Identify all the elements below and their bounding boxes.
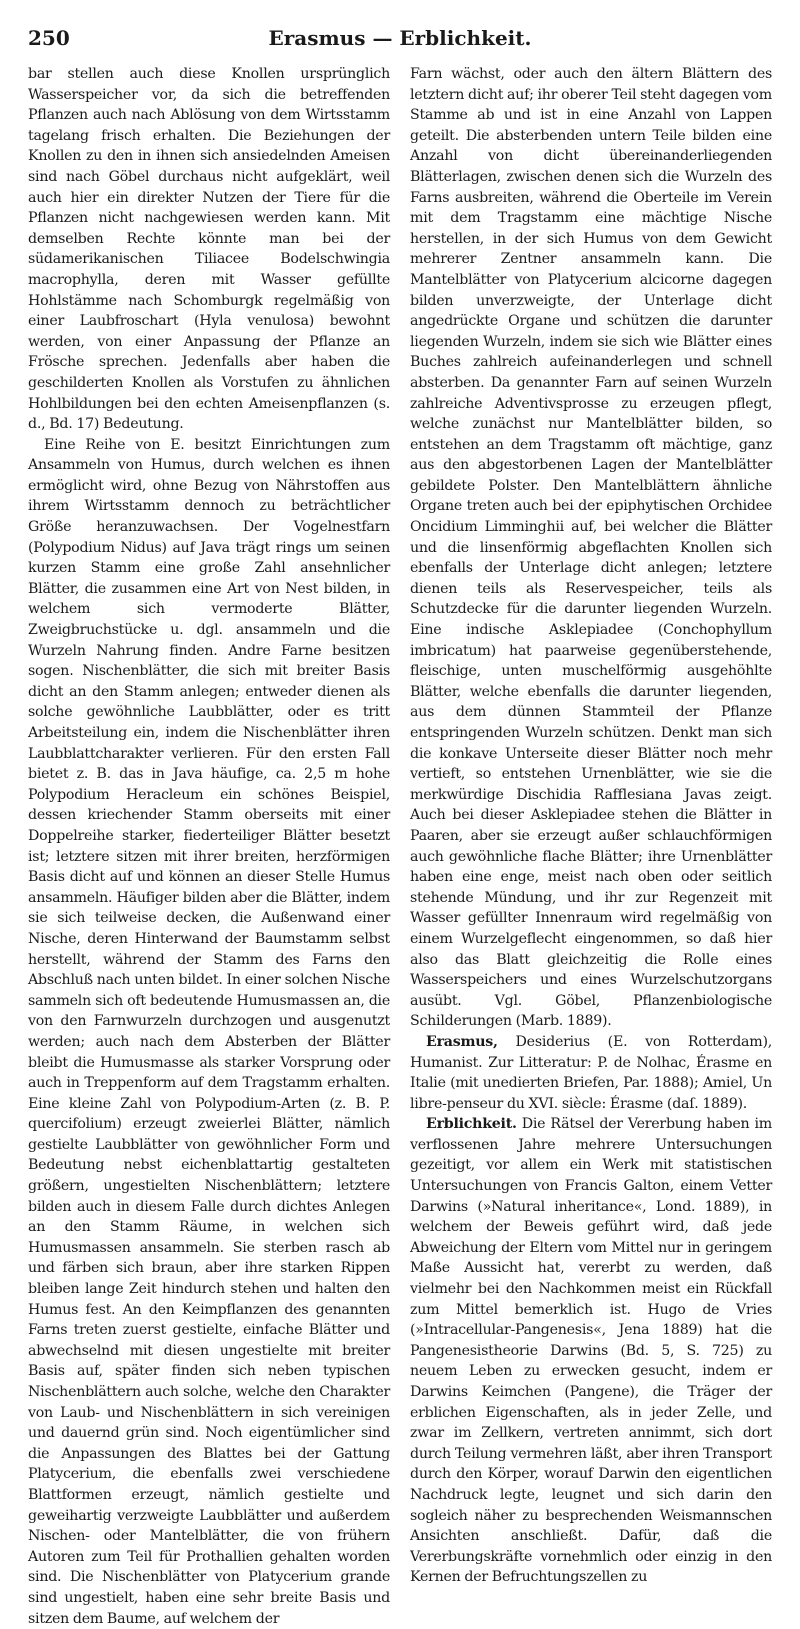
left-column <box>28 64 390 1629</box>
right-column <box>410 64 772 1588</box>
page-number: 250 <box>28 26 70 50</box>
entry-headword: Erasmus, <box>426 1033 498 1050</box>
entry-erasmus <box>410 1032 772 1114</box>
running-title: Erasmus — Erblichkeit. <box>268 26 532 50</box>
paragraph-humus: Eine Reihe von E. besitzt Einrichtungen zum Ansammeln von Humus, durch welchen es ihnen ermöglicht wird, ohne Bezug von Nährstoffen aus ihrem Wirtsstamm dennoch zu beträchtlicher Größe heranzuwachsen. Der Vogelnestfarn (Polypodium Nidus) auf Java trägt rings um seinen kurzen Stamm eine große Zahl ansehnlicher Blätter, die zusammen eine Art von Nest bilden, in welchem sich vermoderte Blätter, Zweigbruchstücke u. dgl. ansammeln und die Wurzeln Nahrung finden. Andre Farne besitzen sogen. Nischenblätter, die sich mit breiter Basis dicht an den Stamm anlegen; entweder dienen als solche gewöhnliche Laubblätter, oder es tritt Arbeitsteilung ein, indem die Nischenblätter ihren Laubblattcharakter verlieren. Für den ersten Fall bietet z. B. das in Java häufige, ca. 2,5 m hohe Polypodium Heracleum ein schönes Beispiel, dessen kriechender Stamm oberseits mit einer Doppelreihe starker, fiederteiliger Blätter besetzt ist; letztere sitzen mit ihrer breiten, herzförmigen Basis dicht auf und können an dieser Stelle Humus ansammeln. Häufiger bilden aber die Blätter, indem sie sich teilweise decken, die Außenwand einer Nische, deren Hinterwand der Baumstamm selbst herstellt, während der Stamm des Farns den Abschluß nach unten bildet. In einer solchen Nische sammeln sich oft bedeutende Humusmassen an, die von den Farnwurzeln durchzogen und ausgenutzt werden; auch nach dem Absterben der Blätter bleibt die Humusmasse als starker Vorsprung oder auch in Treppenform auf dem Tragstamm erhalten. Eine kleine Zahl von Polypodium-Arten (z. B. P. quercifolium) erzeugt zweierlei Blätter, nämlich gestielte Laubblätter von gewöhnlicher Form und Bedeutung nebst eichenblattartig gestalteten größern, ungestielten Nischenblättern; letztere bilden auch in diesem Falle durch dichtes Anlegen an den Stamm Räume, in welchen sich Humusmassen ansammeln. Sie sterben rasch ab und färben sich braun, aber ihre starken Rippen bleiben lange Zeit hindurch stehen und halten den Humus fest. An den Keimpflanzen des genannten Farns treten zuerst gestielte, einfache Blätter und abwechselnd mit diesen ungestielte mit breiter Basis auf, später finden sich neben typischen Nischenblättern auch solche, welche den Charakter von Laub- und Nischenblättern in sich vereinigen und dauernd grün sind. Noch eigentümlicher sind die Anpassungen des Blattes bei der Gattung Platycerium, die ebenfalls zwei verschiedene Blattformen erzeugt, nämlich gestielte und geweihartig verzweigte Laubblätter und außerdem Nischen- oder Mantelblätter, die von frühern Autoren zum Teil für Prothallien gehalten worden sind. Die Nischenblätter von Platycerium grande sind ungestielt, haben eine sehr breite Basis und sitzen dem Baume, auf welchem der <box>28 436 390 1627</box>
entry-text: Die Rätsel der Vererbung haben im verflossenen Jahre mehrere Untersuchungen gezeitigt, vor allem ein Werk mit statistischen Untersuchungen von Francis Galton, einem Vetter Darwins (»Natural inheritance«, Lond. 1889), in welchem der Beweis geführt wird, daß jede Abweichung der Eltern vom Mittel nur in geringem Maße Aussicht hat, vererbt zu werden, daß vielmehr bei den Nachkommen meist ein Rückfall zum Mittel bemerklich ist. Hugo de Vries (»Intracellular-Pangenesis«, Jena 1889) hat die Pangenesistheorie Darwins (Bd. 5, S. 725) zu neuem Leben zu erwecken gesucht, indem er Darwins Keimchen (Pangene), die Träger der erblichen Eigenschaften, als in jeder Zelle, und zwar im Zellkern, vertreten annimmt, sich dort durch Teilung vermehren läßt, aber ihren Transport durch den Körper, worauf Darwin den eigentlichen Nachdruck legte, leugnet und sich darin den sogleich näher zu besprechenden Weismannschen Ansichten anschließt. Dafür, daß die Vererbungskräfte vornehmlich oder einzig in den Kernen der Befruchtungszellen zu <box>410 1116 772 1586</box>
paragraph-continuation-right: Farn wächst, oder auch den ältern Blättern des letztern dicht auf; ihr oberer Teil steht dagegen vom Stamme ab und ist in eine Anzahl von Lappen geteilt. Die absterbenden untern Teile bilden eine Anzahl von dicht übereinanderliegenden Blätterlagen, zwischen denen sich die Wurzeln des Farns ausbreiten, während die Oberteile im Verein mit dem Tragstamm eine mächtige Nische herstellen, in der sich Humus von dem Gewicht mehrerer Zentner ansammeln kann. Die Mantelblätter von Platycerium alcicorne dagegen bilden unverzweigte, der Unterlage dicht angedrückte Organe und schützen die darunter liegenden Wurzeln, indem sie sich wie Blätter eines Buches zahlreich aufeinanderlegen und schnell absterben. Da genannter Farn auf seinen Wurzeln zahlreiche Adventivsprosse zu erzeugen pflegt, welche zunächst nur Mantelblätter bilden, so entstehen an dem Tragstamm oft mächtige, ganz aus den abgestorbenen Lagen der Mantelblätter gebildete Polster. Den Mantelblättern ähnliche Organe treten auch bei der epiphytischen Orchidee Oncidium Limminghii auf, bei welcher die Blätter und die linsenförmig abgeflachten Knollen sich ebenfalls der Unterlage dicht anlegen; letztere dienen teils als Reservespeicher, teils als Schutzdecke für die darunter liegenden Wurzeln. Eine indische Asklepiadee (Conchophyllum imbricatum) hat paarweise gegenüberstehende, fleischige, unten muschelförmig ausgehöhlte Blätter, welche ebenfalls die darunter liegenden, aus dem dünnen Stammteil der Pflanze entspringenden Wurzeln schützen. Denkt man sich die konkave Unterseite dieser Blätter noch mehr vertieft, so entstehen Urnenblätter, wie sie die merkwürdige Dischidia Rafflesiana Javas zeigt. Auch bei dieser Asklepiadee stehen die Blätter in Paaren, aber sie erzeugt außer schlauchförmigen auch gewöhnliche flache Blätter; ihre Urnenblätter haben eine enge, meist nach oben oder seitlich stehende Mündung, und ihr zur Regenzeit mit Wasser gefüllter Innenraum wird regelmäßig von einem Wurzelgeflecht eingenommen, so daß hier also das Blatt gleichzeitig die Rolle eines Wasserspeichers und eines Wurzelschutzorgans ausübt. Vgl. Göbel, Pflanzenbiologische Schilderungen (Marb. 1889). <box>410 66 772 1030</box>
entry-erblichkeit <box>410 1114 772 1588</box>
entry-text: Desiderius (E. von Rotterdam), Humanist. Zur Litteratur: P. de Nolhac, Érasme en Italie (mit unedierten Briefen, Par. 1888); Amiel, Un libre-penseur du XVI. siècle: Érasme (daſ. 1889). <box>410 1033 772 1112</box>
running-header <box>28 26 772 52</box>
entry-headword: Erblichkeit. <box>426 1116 517 1133</box>
paragraph-continuation: bar stellen auch diese Knollen ursprünglich Wasserspeicher vor, da sich die betreffenden Pflanzen auch nach Ablösung von dem Wirtsstamm tagelang frisch erhalten. Die Beziehungen der Knollen zu den in ihnen sich ansiedelnden Ameisen sind nach Göbel durchaus nicht aufgeklärt, weil auch hier ein direkter Nutzen der Tiere für die Pflanzen nicht nachgewiesen werden kann. Mit demselben Rechte könnte man bei der südamerikanischen Tiliacee Bodelschwingia macrophylla, deren mit Wasser gefüllte Hohlstämme nach Schomburgk regelmäßig von einer Laubfroschart (Hyla venulosa) bewohnt werden, von einer Anpassung der Pflanze an Frösche sprechen. Jedenfalls aber haben die geschilderten Knollen als Vorstufen zu ähnlichen Hohlbildungen bei den echten Ameisenpflanzen (s. d., Bd. 17) Bedeutung. <box>28 66 390 433</box>
